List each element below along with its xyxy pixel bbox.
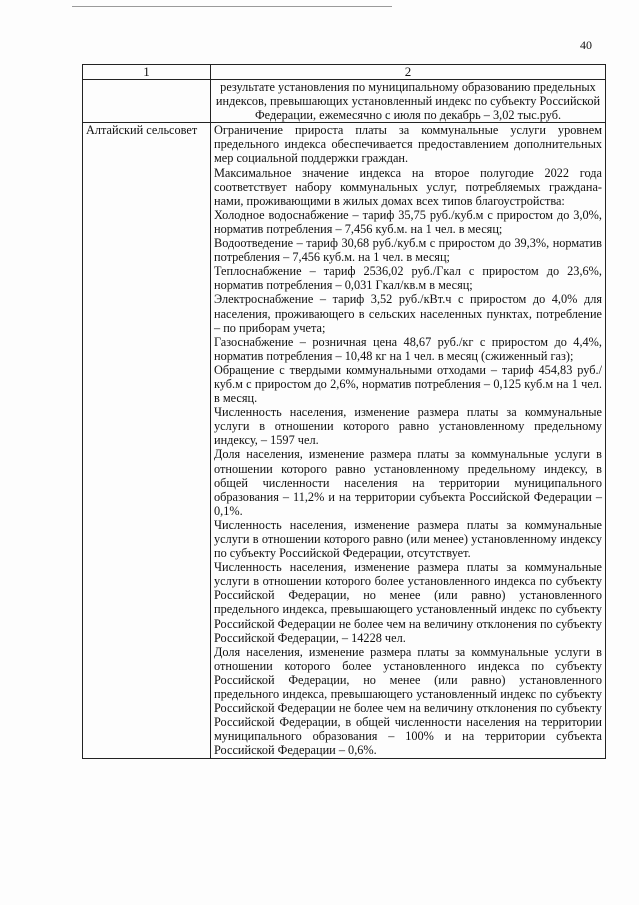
paragraph: Теплоснабжение – тариф 2536,02 руб./Гкал с приростом до 23,6%, норматив потребления – 0,031 Гкал/кв.м в месяц; <box>214 264 602 293</box>
table-header-row <box>83 65 606 80</box>
header-cell-col1: 1 <box>83 65 211 80</box>
paragraph: Ограничение прироста платы за коммунальные услуги уровнем предельного индекса обеспечивается предоставлением дополнительных мер социальной поддержки граждан. <box>214 123 602 166</box>
paragraph: Водоотведение – тариф 30,68 руб./куб.м с приростом до 39,3%, норматив потребления – 7,456 куб.м. на 1 чел. в месяц; <box>214 236 602 265</box>
description-cell <box>211 80 606 123</box>
paragraph: Холодное водоснабжение – тариф 35,75 руб./куб.м с приростом до 3,0%, норматив потребления – 7,456 куб.м. на 1 чел. в месяц; <box>214 207 602 236</box>
paragraph: Численность населения, изменение размера платы за коммунальные услуги в отношении которого равно установленному предельному индексу, – 1597 чел. <box>214 405 602 448</box>
table-row <box>83 80 606 123</box>
paragraph: Численность населения, изменение размера платы за коммунальные услуги в отношении которого равно (или менее) установленному индексу по субъекту Российской Федерации, отсутствует. <box>214 517 602 561</box>
table-row <box>83 123 606 758</box>
description-cell <box>211 123 606 758</box>
paragraph: Газоснабжение – розничная цена 48,67 руб./кг с приростом до 4,4%, норматив потребления – 10,48 кг на 1 чел. в месяц (сжиженный газ); <box>214 334 602 363</box>
paragraph: Электроснабжение – тариф 3,52 руб./кВт.ч с приростом до 4,0% для населения, проживающего в сельских населенных пунктах, потребление – по приборам учета; <box>214 292 602 335</box>
paragraph: результате установления по муниципальному образованию предельных индексов, превышающих установленный индекс по субъекту Российской Федерации, ежемесячно с июля по декабрь – 3,02 тыс.руб. <box>215 80 601 123</box>
paragraph: Обращение с твердыми коммунальными отходами – тариф 454,83 руб./куб.м с приростом до 2,6%, норматив потребления – 0,125 куб.м на 1 чел. в месяц. <box>214 362 602 406</box>
document-table <box>82 64 606 759</box>
paragraph: Доля населения, изменение размера платы за коммунальные услуги в отношении которого более установленного индекса по субъекту Российской Федерации, но менее (или равно) установленного предельного индекса, превышающего установленный индекс по субъекту Российской Федерации не более чем на величину отклонения по субъекту Российской Федерации, в общей численности населения на территории муниципального образования – 100% и на территории субъекта Российской Федерации – 0,6%. <box>214 644 602 758</box>
municipality-cell <box>83 80 211 123</box>
header-cell-col2: 2 <box>211 65 606 80</box>
paragraph: Доля населения, изменение размера платы за коммунальные услуги в отношении которого равно установленному предельному индексу, в общей численности населения на территории муниципального образования – 11,2% и на территории субъекта Российской Федерации – 0,1%. <box>214 447 602 518</box>
municipality-cell <box>83 123 211 758</box>
scan-edge-line <box>72 6 392 7</box>
municipality-name: Алтайский сельсовет <box>86 123 198 138</box>
paragraph: Максимальное значение индекса на второе полугодие 2022 года соответствует набору коммунальных услуг, потребляемых граждана-нами, проживающими в жилых домах всех типов благоустройства: <box>214 165 602 208</box>
paragraph: Численность населения, изменение размера платы за коммунальные услуги в отношении которого более установленного индекса по субъекту Российской Федерации, но менее (или равно) установленного предельного индекса, превышающего установленный индекс по субъекту Российской Федерации не более чем на величину отклонения по субъекту Российской Федерации, – 14228 чел. <box>214 560 602 645</box>
page-number: 40 <box>580 38 592 52</box>
